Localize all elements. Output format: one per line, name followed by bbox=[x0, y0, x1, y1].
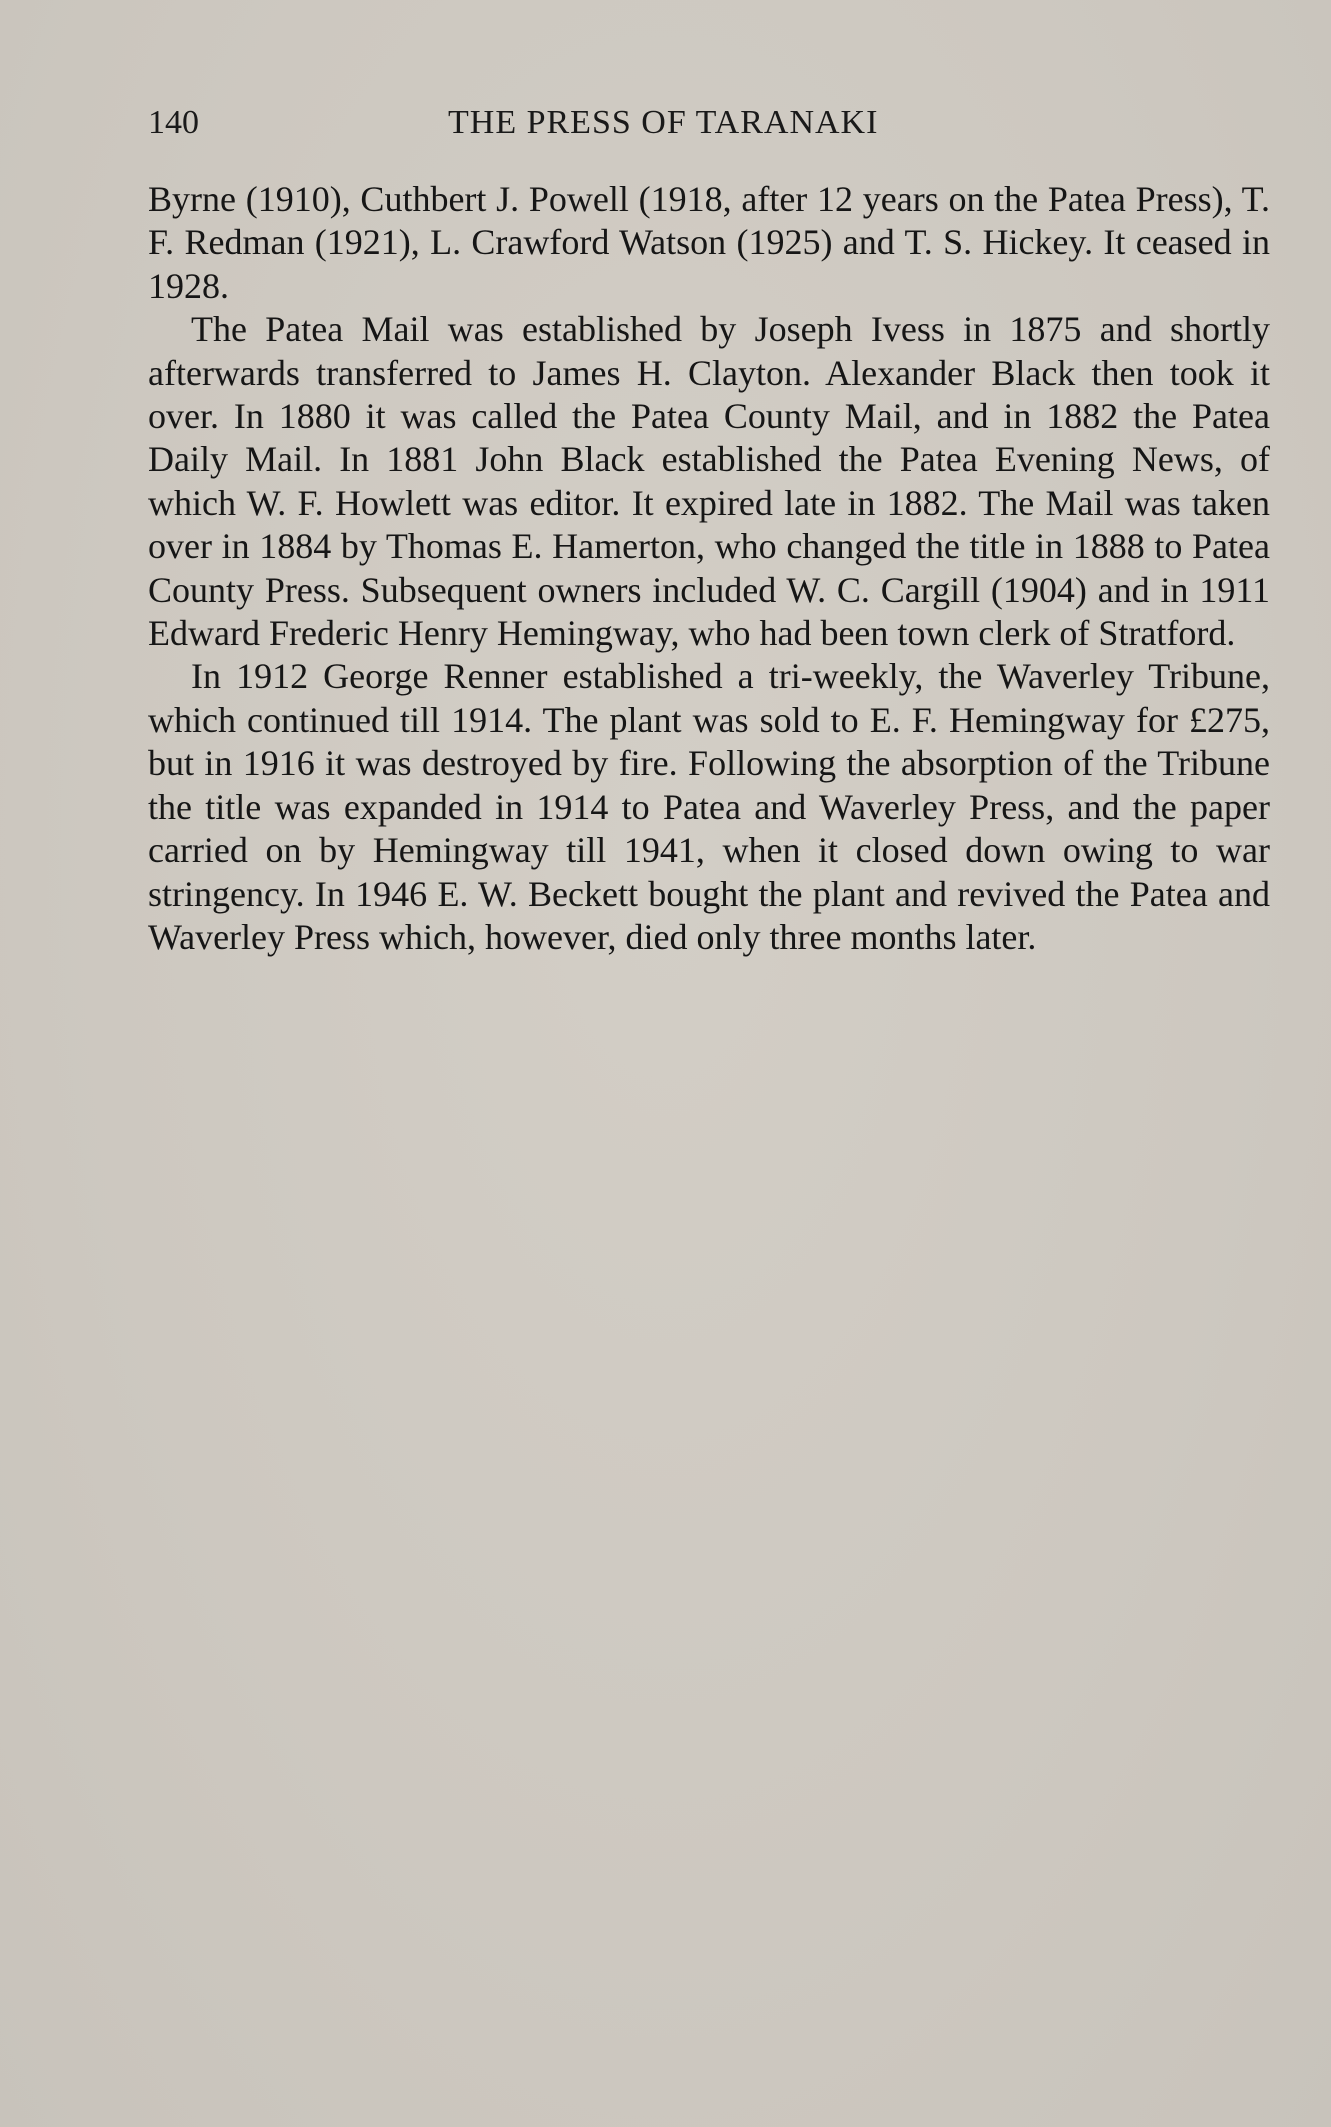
paragraph-continued: Byrne (1910), Cuthbert J. Powell (1918, after 12 years on the Patea Press), T. F. Redman (1921), L. Crawford Watson (1925) and T. S. Hickey. It ceased in 1928. bbox=[148, 179, 1270, 306]
running-title: THE PRESS OF TARANAKI bbox=[448, 104, 879, 141]
paragraph-patea-mail: The Patea Mail was established by Joseph Ivess in 1875 and shortly afterwards transferred to James H. Clayton. Alexander Black then took it over. In 1880 it was called the Patea County Mail, and in 1882 the Patea Daily Mail. In 1881 John Black established the Patea Evening News, of which W. F. Howlett was editor. It expired late in 1882. The Mail was taken over in 1884 by Thomas E. Hamerton, who changed the title in 1888 to Patea County Press. Subsequent owners included W. C. Cargill (1904) and in 1911 Edward Frederic Henry Hemingway, who had been town clerk of Stratford. bbox=[148, 309, 1270, 654]
page-header bbox=[148, 104, 1270, 150]
page-number: 140 bbox=[148, 104, 199, 141]
paragraph-waverley-tribune: In 1912 George Renner established a tri-weekly, the Waverley Tribune, which continued till 1914. The plant was sold to E. F. Hemingway for £275, but in 1916 it was destroyed by fire. Following the absorption of the Tribune the title was expanded in 1914 to Patea and Waverley Press, and the paper carried on by Hemingway till 1941, when it closed down owing to war stringency. In 1946 E. W. Beckett bought the plant and revived the Patea and Waverley Press which, however, died only three months later. bbox=[148, 656, 1270, 957]
body-text bbox=[148, 178, 1270, 959]
